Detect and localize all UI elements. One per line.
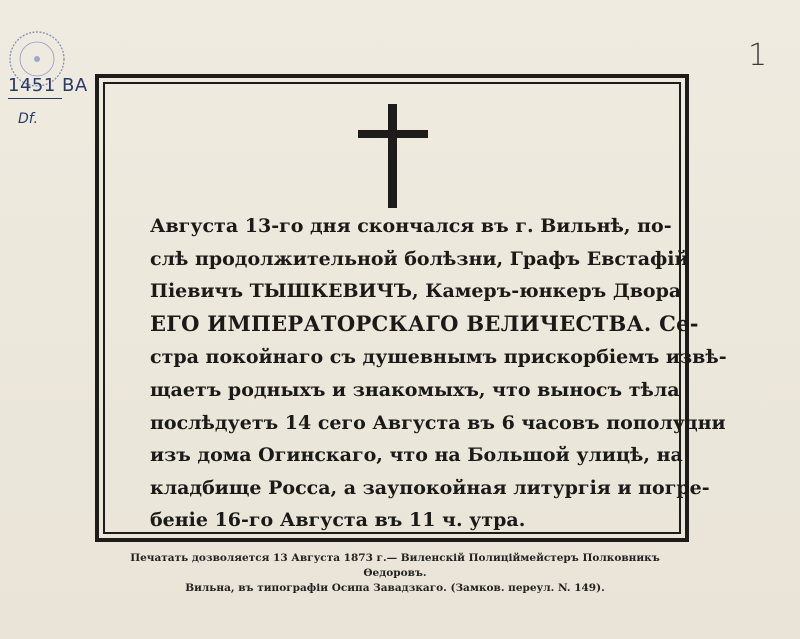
page-number: 1 <box>748 38 768 73</box>
shelfmark-number: 1451 BA <box>8 75 88 96</box>
obituary-line: слѣ продолжительной болѣзни, Графъ Евстафій <box>150 247 689 270</box>
obituary-line: стра покойнаго съ душевнымъ прискорбіемъ извѣ- <box>150 346 727 369</box>
obituary-line: кладбище Росса, а заупокойная литургія и погре- <box>150 476 710 499</box>
censorship-imprint <box>100 551 690 596</box>
obituary-line: щаетъ родныхъ и знакомыхъ, что выносъ тѣла <box>150 378 680 401</box>
obituary-line-text: ЕГО ИМПЕРАТОРСКАГО ВЕЛИЧЕСТВА. Се- <box>150 310 699 336</box>
obituary-line: Піевичъ ТЫШКЕВИЧЪ, Камеръ-юнкеръ Двора <box>150 280 682 303</box>
cross-icon <box>358 104 428 208</box>
shelfmark-annotation <box>8 76 88 129</box>
shelfmark-sub: Df. <box>18 111 38 127</box>
obituary-text <box>150 210 727 537</box>
obituary-line: беніе 16-го Августа въ 11 ч. утра. <box>150 509 526 532</box>
imprint-line-2: Вильна, въ типографіи Осипа Завадзкаго. (Замков. переул. N. 149). <box>185 582 605 594</box>
obituary-line: послѣдуетъ 14 сего Августа въ 6 часовъ пополудни <box>150 411 726 434</box>
obituary-line: изъ дома Огинскаго, что на Большой улицѣ, на <box>150 444 683 467</box>
obituary-line: Августа 13-го дня скончался въ г. Вильнѣ, по- <box>150 215 672 237</box>
obituary-line <box>150 308 699 342</box>
imprint-line-1: Печатать дозволяется 13 Августа 1873 г.— Виленскій Полиціймейстеръ Полковникъ Өедоровъ. <box>130 552 660 579</box>
shelfmark-underline <box>8 98 62 99</box>
